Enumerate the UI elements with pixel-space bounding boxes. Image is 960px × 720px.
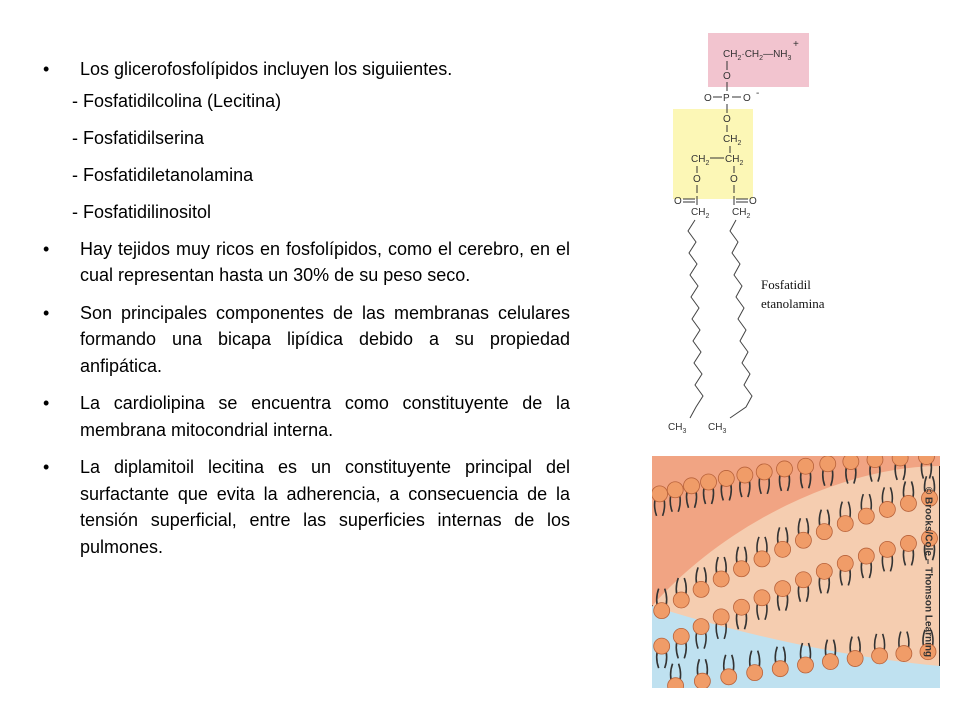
atom-p: P [723,93,730,104]
text-content [40,56,570,560]
lipid-head [684,478,700,494]
lipid-head [654,638,670,654]
chain-ch3-right: $CH_3$ [708,422,727,435]
lipid-head [673,592,689,608]
atom-o: O [749,196,757,207]
lipid-head [867,456,883,468]
lipid-head [879,541,895,557]
atom-o: O [730,174,738,185]
fatty-acid-chain-left [688,220,703,418]
lipid-head [733,599,749,615]
lipid-head [822,654,838,670]
subitem-phosphatidylethanolamine: - Fosfatidiletanolamina [72,164,254,185]
phosphatidylethanolamine-structure [660,30,860,440]
lipid-head [654,603,670,619]
bullet-marker: • [43,59,50,79]
charge-minus: - [756,88,760,99]
lipid-head [775,541,791,557]
lipid-head [795,572,811,588]
atom-o: O [743,93,751,104]
bullet-text: La diplamitoil lecitina es un constituyente principal del surfactante que evita la adherencia, a consecuencia de la tensión superficial, entre las superficies internas de los pulmones. [80,457,570,557]
lipid-head [798,657,814,673]
subitem-phosphatidylserine: - Fosfatidilserina [72,127,205,148]
lipid-head [816,563,832,579]
glycerol-highlight [673,109,753,199]
lipid-head [754,551,770,567]
lipid-head [820,456,836,472]
lipid-head [776,461,792,477]
fatty-acid-chain-right [730,220,752,418]
chain-ch2-left: $CH_2$ [691,207,710,220]
bullet-text: Son principales componentes de las membranas celulares formando una bicapa lipídica debido a su propiedad anfipática. [80,302,570,376]
bullet-membranes [40,300,570,380]
glycerol-ch2-top: $CH_2$ [723,134,742,147]
head-ch2-ch2-nh3: $CH_2\cdot CH_2—NH_3$ [723,49,792,62]
structure-label [761,275,825,313]
bullet-marker: • [43,457,50,477]
lipid-head [737,467,753,483]
intro-text: Los glicerofosfolípidos incluyen los siguiientes. [80,59,453,79]
bullet-surfactant [40,454,570,560]
atom-o: O [723,71,731,82]
atom-o: O [674,196,682,207]
lipid-head [816,524,832,540]
lipid-head [673,628,689,644]
bullet-text: La cardiolipina se encuentra como constituyente de la membrana mitocondrial interna. [80,393,570,440]
atom-o: O [693,174,701,185]
lipid-head [847,651,863,667]
lipid-head [721,669,737,685]
lipid-head [747,665,763,681]
atom-o: O [723,114,731,125]
lipid-head [756,464,772,480]
structure-label-line2: etanolamina [761,296,825,311]
lipid-head [694,673,710,688]
lipid-head [701,474,717,490]
lipid-head [843,456,859,470]
bullet-marker: • [43,393,50,413]
lipid-head [837,516,853,532]
glycerol-ch2-left: $CH_2$ [691,154,710,167]
lipid-head [896,646,912,662]
lipid-head [754,590,770,606]
bullet-brain-tissue [40,236,570,289]
bullet-text: Hay tejidos muy ricos en fosfolípidos, como el cerebro, en el cual representan hasta un 30% de su peso seco. [80,238,570,285]
charge-plus: + [793,39,799,50]
lipid-head [872,648,888,664]
subitem-phosphatidylinositol: - Fosfatidilinositol [72,201,212,222]
lipid-head [858,508,874,524]
chain-ch2-right: $CH_2$ [732,207,751,220]
lipid-head [772,661,788,677]
bullet-cardiolipin [40,390,570,443]
lipid-head [733,561,749,577]
lipid-head [795,532,811,548]
glycerol-ch2-right: $CH_2$ [725,154,744,167]
bullet-marker: • [43,302,50,323]
lipid-head [798,458,814,474]
chain-ch3-left: $CH_3$ [668,422,687,435]
lipid-head [652,486,668,502]
lipid-head [900,535,916,551]
lipid-head [693,581,709,597]
lipid-head [775,581,791,597]
image-credit-text: © Brooks/Cole – Thomson Learning [922,486,934,658]
lipid-head [837,555,853,571]
lipid-head [900,495,916,511]
lipid-head [693,619,709,635]
lipid-head [713,571,729,587]
lipid-head [713,609,729,625]
bullet-marker: • [43,238,50,259]
lipid-head [667,482,683,498]
atom-o: O [704,93,712,104]
subitem-phosphatidylcholine: - Fosfatidilcolina (Lecitina) [72,90,282,111]
lipid-head [879,501,895,517]
structure-label-line1: Fosfatidil [761,277,811,292]
intro-paragraph [40,56,570,83]
lipid-bilayer-illustration [652,456,940,688]
lipid-head [858,548,874,564]
image-credit [918,460,938,684]
lipid-head [718,470,734,486]
